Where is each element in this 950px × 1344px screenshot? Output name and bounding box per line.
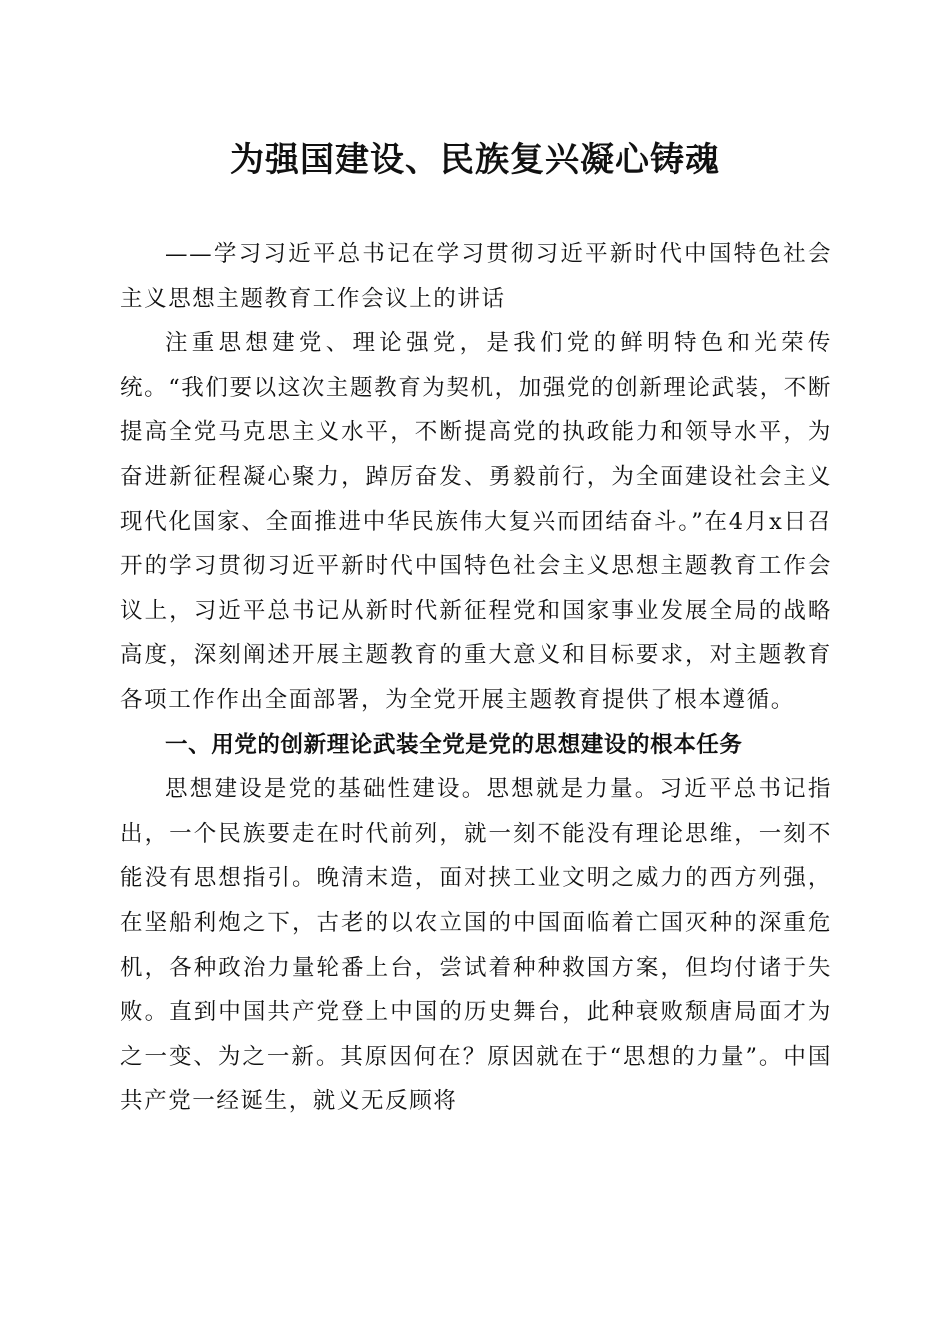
paragraph-intro: 注重思想建党、理论强党，是我们党的鲜明特色和光荣传统。“我们要以这次主题教育为契机，加强党的创新理论武装，不断提高全党马克思主义水平，不断提高党的执政能力和领导水平，为奋进新征程凝心聚力，踔厉奋发、勇毅前行，为全面建设社会主义现代化国家、全面推进中华民族伟大复兴而团结奋斗。”在4月x日召开的学习贯彻习近平新时代中国特色社会主义思想主题教育工作会议上，习近平总书记从新时代新征程党和国家事业发展全局的战略高度，深刻阐述开展主题教育的重大意义和目标要求，对主题教育各项工作作出全面部署，为全党开展主题教育提供了根本遵循。 — [120, 330, 833, 713]
document-body — [120, 232, 832, 1124]
paragraph-section-1: 思想建设是党的基础性建设。思想就是力量。习近平总书记指出，一个民族要走在时代前列，就一刻不能没有理论思维，一刻不能没有思想指引。晚清末造，面对挟工业文明之威力的西方列强，在坚船利炮之下，古老的以农立国的中国面临着亡国灭种的深重危机，各种政治力量轮番上台，尝试着种种救国方案，但均付诸于失败。直到中国共产党登上中国的历史舞台，此种衰败颓唐局面才为之一变、为之一新。其原因何在？原因就在于“思想的力量”。中国共产党一经诞生，就义无反顾将 — [120, 776, 832, 1115]
document-title: 为强国建设、民族复兴凝心铸魂 — [230, 140, 720, 180]
subtitle: ——学习习近平总书记在学习贯彻习近平新时代中国特色社会主义思想主题教育工作会议上的讲话 — [120, 241, 832, 312]
section-heading-1: 一、用党的创新理论武装全党是党的思想建设的根本任务 — [165, 731, 743, 758]
